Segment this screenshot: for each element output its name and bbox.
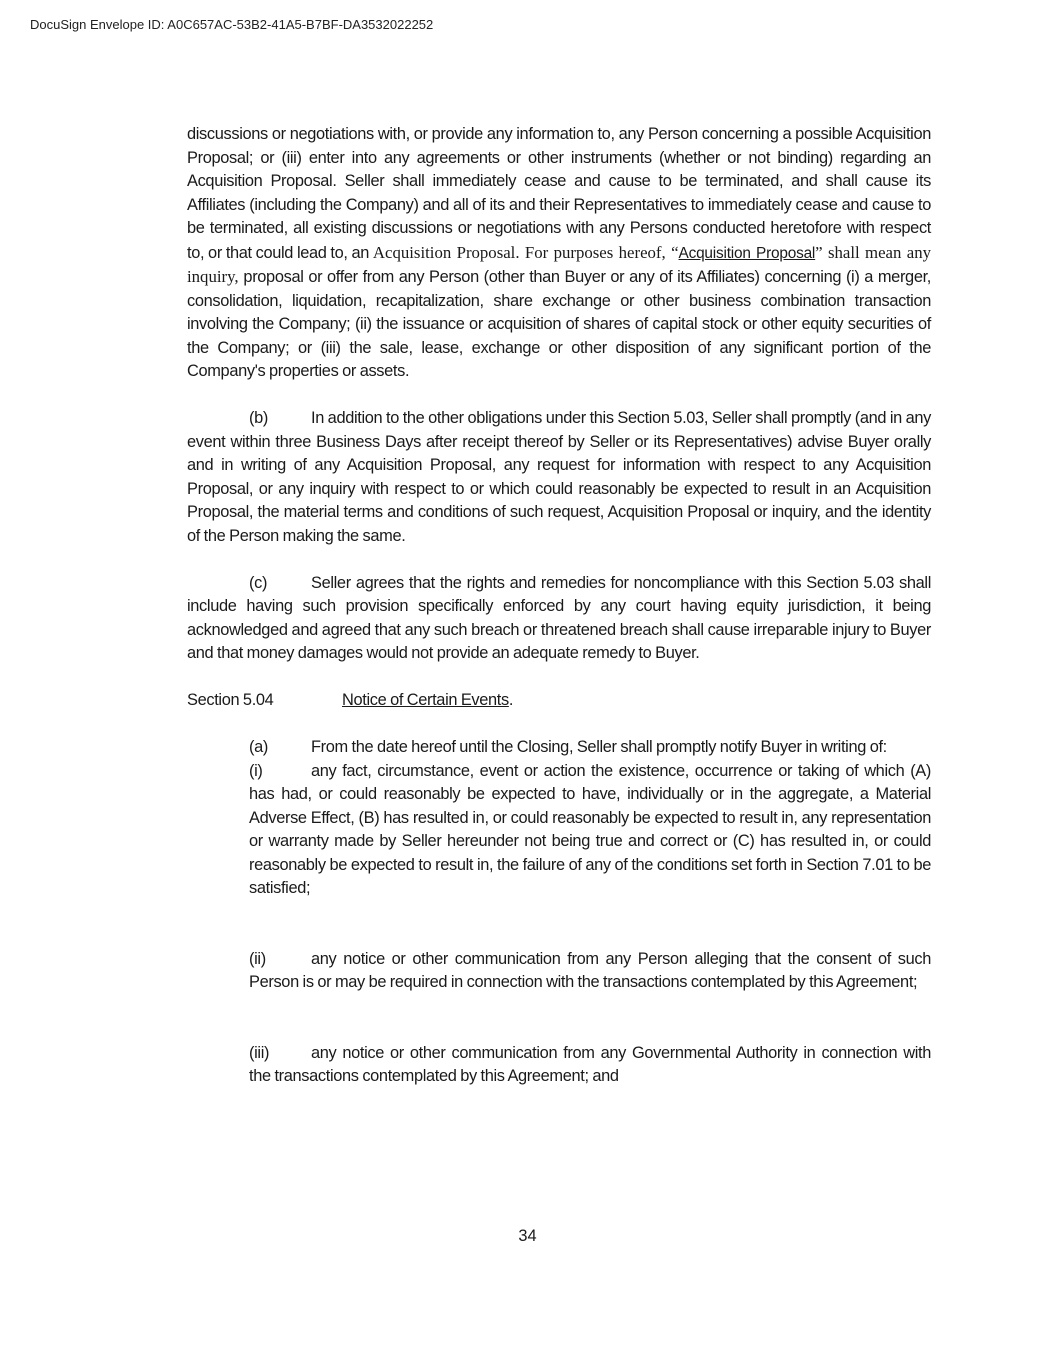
paragraph-label: (b) [249, 409, 268, 427]
section-heading [187, 689, 931, 713]
paragraph-text: discussions or negotiations with, or provide any information to, any Person concerning a possible Acquisition Proposal; or (iii) enter into any agreements or other instruments (whether or not binding) regarding an Acquisition Proposal. Seller shall immediately cease and cause to be terminated, and shall cause its Affiliates (including the Company) and all of its and their Representatives to immediately cease and cause to be terminated, all existing discussions or negotiations with any Persons conducted heretofore with respect to, or that could lead to, an [187, 125, 931, 262]
paragraph-text-rest: proposal or offer from any Person (other than Buyer or any of its Affiliates) concerning (i) a merger, consolidation, liquidation, recapitalization, share exchange or other business combination transaction involving the Company; (ii) the issuance or acquisition of shares of capital stock or other equity securities of the Company; or (iii) the sale, lease, exchange or other disposition of any significant portion of the Company's properties or assets. [187, 268, 931, 380]
definition-suffix: ” shall mean any inquiry, [187, 242, 931, 286]
paragraph-continuation [187, 123, 931, 384]
section-number: Section 5.04 [187, 691, 274, 709]
paragraph-text: In addition to the other obligations under this Section 5.03, Seller shall promptly (and in any event within three Business Days after receipt thereof by Seller or its Representatives) advise Buyer orally and in writing of any Acquisition Proposal, any request for information with respect to any Acquisition Proposal, or any inquiry with respect to or which could reasonably be expected to result in an Acquisition Proposal, the material terms and conditions of such request, Acquisition Proposal or inquiry, and the identity of the Person making the same. [187, 409, 931, 545]
paragraph-text: Seller agrees that the rights and remedies for noncompliance with this Section 5.03 shall include having such provision specifically enforced by any court having equity jurisdiction, it being acknowledged and agreed that any such breach or threatened breach shall cause irreparable injury to Buyer and that money damages would not provide an adequate remedy to Buyer. [187, 573, 931, 662]
docusign-envelope-id: DocuSign Envelope ID: A0C657AC-53B2-41A5-B7BF-DA3532022252 [30, 17, 434, 32]
paragraph-c [187, 572, 931, 666]
paragraph-label: (a) [249, 738, 268, 756]
section-title: Notice of Certain Events [342, 691, 509, 709]
item-text: any notice or other communication from any Person alleging that the consent of such Person is or may be required in connection with the transactions contemplated by this Agreement; [249, 949, 931, 991]
item-text: any notice or other communication from any Governmental Authority in connection with the transactions contemplated by this Agreement; and [249, 1043, 931, 1085]
list-item-i [187, 760, 931, 901]
section-title-period: . [508, 691, 514, 709]
paragraph-text: From the date hereof until the Closing, Seller shall promptly notify Buyer in writing of: [311, 738, 887, 756]
list-item-ii [187, 948, 931, 995]
paragraph-label: (c) [249, 573, 268, 592]
defined-term-acquisition-proposal: Acquisition Proposal [678, 244, 816, 262]
item-label: (iii) [249, 1043, 270, 1062]
page-number: 34 [518, 1227, 537, 1245]
paragraph-504-a [187, 736, 931, 760]
definition-prefix: Acquisition Proposal. For purposes hereof, “ [372, 242, 679, 262]
list-item-iii [187, 1042, 931, 1089]
document-body [187, 123, 931, 1089]
paragraph-b [187, 407, 931, 548]
item-text: any fact, circumstance, event or action the existence, occurrence or taking of which (A) has had, or could reasonably be expected to have, individually or in the aggregate, a Material Adverse Effect, (B) has resulted in, or could reasonably be expected to result in, any representation or warranty made by Seller hereunder not being true and correct or (C) has resulted in, or could reasonably be expected to result in, the failure of any of the conditions set forth in Section 7.01 to be satisfied; [249, 761, 931, 897]
item-label: (i) [249, 761, 263, 780]
item-label: (ii) [249, 949, 266, 968]
